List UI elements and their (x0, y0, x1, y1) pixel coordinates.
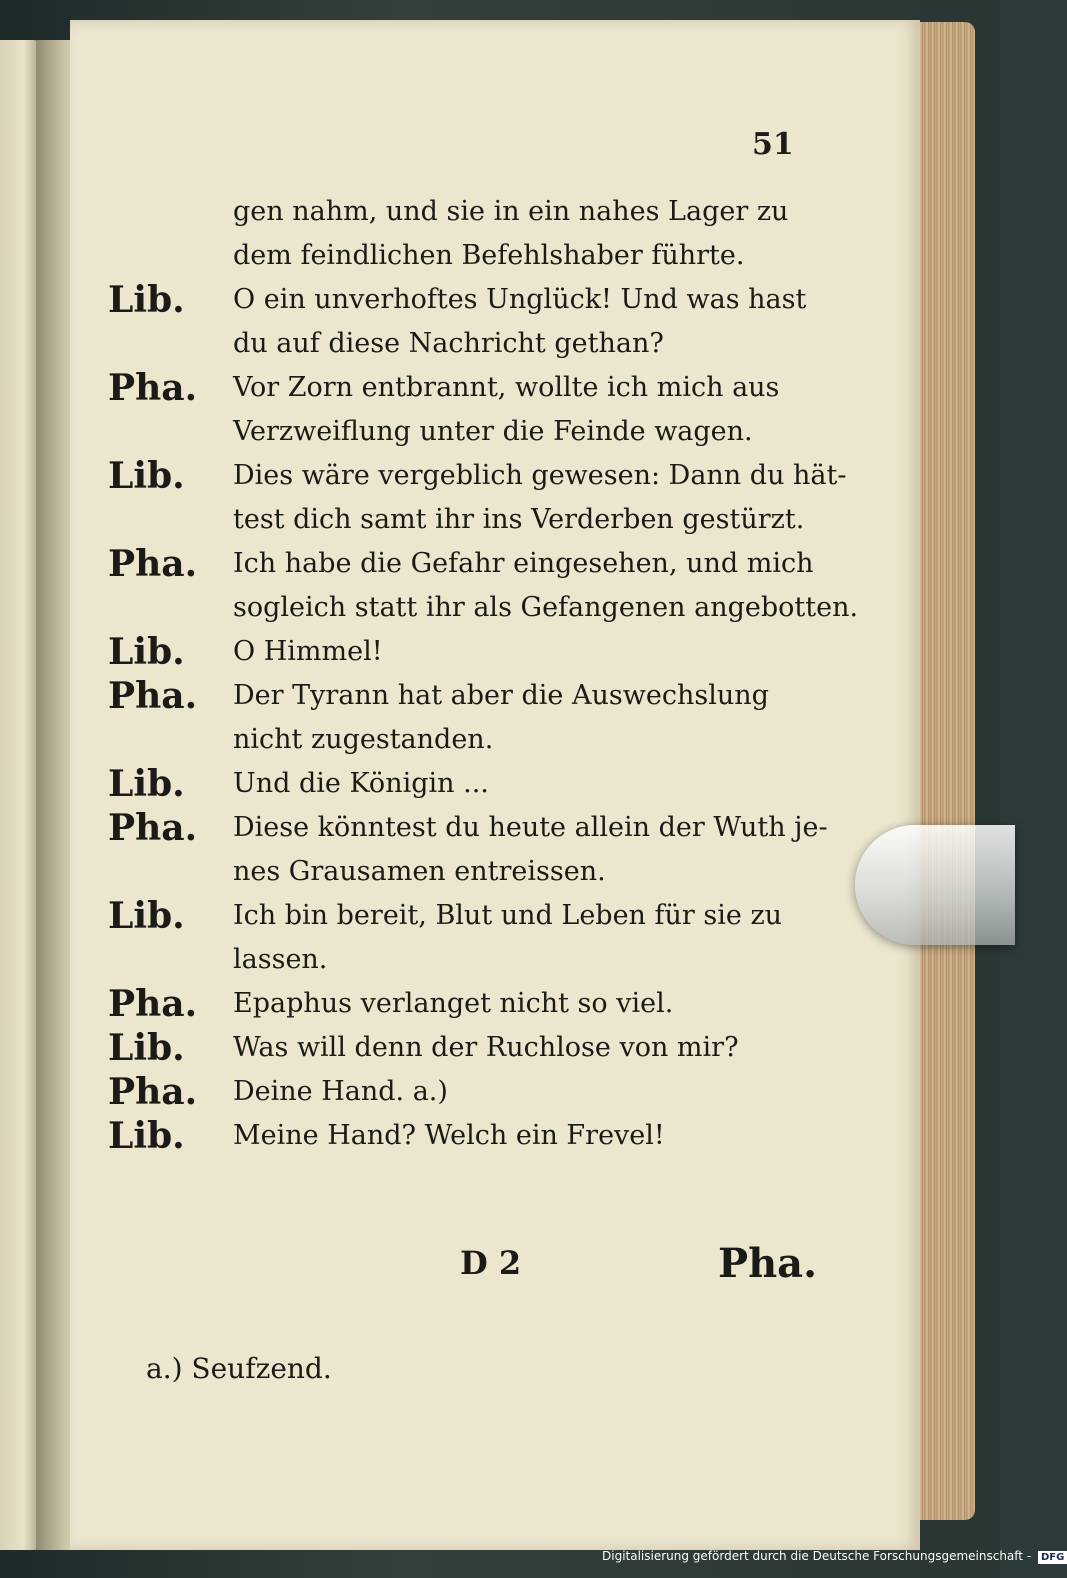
speech-text (233, 674, 798, 762)
catchword: Pha. (718, 1240, 818, 1287)
speaker-label: Lib. (108, 279, 185, 321)
signature-mark: D 2 (460, 1244, 522, 1282)
speech-line: Meine Hand? Welch ein Frevel! (233, 1120, 665, 1151)
footnote: a.) Seufzend. (146, 1352, 332, 1385)
speaker-label: Lib. (108, 1027, 185, 1069)
speech-line: Dies wäre vergeblich gewesen: Dann du hät- (233, 460, 847, 491)
speech-text (233, 762, 798, 806)
speaker-label: Lib. (108, 763, 185, 805)
dialogue-entry (108, 190, 798, 278)
dialogue-entry (108, 762, 798, 806)
speech-text (233, 894, 798, 982)
dialogue-entry (108, 674, 798, 762)
speech-line: Ich bin bereit, Blut und Leben für sie zu (233, 900, 783, 931)
speech-line: Vor Zorn entbrannt, wollte ich mich aus (233, 372, 780, 403)
speaker-label: Lib. (108, 1115, 185, 1157)
speaker-label: Pha. (108, 675, 198, 717)
speaker-label: Pha. (108, 543, 198, 585)
speech-text (233, 190, 798, 278)
speech-line: test dich samt ihr ins Verderben gestürzt. (233, 504, 805, 535)
speech-line: nes Grausamen entreissen. (233, 856, 606, 887)
speech-line: Deine Hand. a.) (233, 1076, 448, 1107)
speech-line: sogleich statt ihr als Gefangenen angebotten. (233, 592, 859, 623)
speech-text (233, 1070, 798, 1114)
dialogue-entry (108, 454, 847, 542)
speaker-label: Lib. (108, 455, 185, 497)
speech-text (233, 278, 806, 366)
speech-line: nicht zugestanden. (233, 724, 494, 755)
speech-line: gen nahm, und sie in ein nahes Lager zu (233, 196, 789, 227)
speech-line: Was will denn der Ruchlose von mir? (233, 1032, 739, 1063)
speech-line: dem feindlichen Befehlshaber führte. (233, 240, 745, 271)
speech-text (233, 1114, 798, 1158)
dialogue-entry (108, 894, 798, 982)
page-weight-glass (855, 825, 1015, 945)
dialogue-entry (108, 982, 798, 1026)
speech-line: Der Tyrann hat aber die Auswechslung (233, 680, 769, 711)
speech-line: Diese könntest du heute allein der Wuth je- (233, 812, 828, 843)
speech-text (233, 454, 847, 542)
speech-line: Epaphus verlanget nicht so viel. (233, 988, 674, 1019)
dialogue-entry (108, 806, 828, 894)
speech-text (233, 630, 798, 674)
speech-text (233, 806, 828, 894)
speech-text (233, 366, 798, 454)
speech-line: Verzweiflung unter die Feinde wagen. (233, 416, 753, 447)
speaker-label: Pha. (108, 1071, 198, 1113)
speech-line: Ich habe die Gefahr eingesehen, und mich (233, 548, 814, 579)
speaker-label (108, 190, 233, 278)
speech-line: Und die Königin ... (233, 768, 489, 799)
speech-line: lassen. (233, 944, 328, 975)
speaker-label: Pha. (108, 983, 198, 1025)
speech-text (233, 1026, 798, 1070)
speaker-label: Lib. (108, 895, 185, 937)
digitization-credit (602, 1549, 1067, 1564)
speech-line: O Himmel! (233, 636, 383, 667)
speech-line: du auf diese Nachricht gethan? (233, 328, 664, 359)
speech-text (233, 542, 858, 630)
dialogue-entry (108, 278, 807, 366)
page-number: 51 (752, 127, 794, 162)
dialogue-entry (108, 1070, 798, 1114)
dialogue-entry (108, 630, 798, 674)
speaker-label: Pha. (108, 367, 198, 409)
dialogue-entry (108, 542, 859, 630)
speaker-label: Lib. (108, 631, 185, 673)
credit-text: Digitalisierung gefördert durch die Deutsche Forschungsgemeinschaft - (602, 1549, 1032, 1563)
speech-text (233, 982, 798, 1026)
dfg-logo: DFG (1038, 1551, 1067, 1564)
speech-line: O ein unverhoftes Unglück! Und was hast (233, 284, 807, 315)
dialogue-entry (108, 1114, 798, 1158)
speaker-label: Pha. (108, 807, 198, 849)
dialogue-entry (108, 366, 798, 454)
dialogue-entry (108, 1026, 798, 1070)
dialogue (108, 190, 859, 1158)
left-page-edge (0, 40, 40, 1550)
